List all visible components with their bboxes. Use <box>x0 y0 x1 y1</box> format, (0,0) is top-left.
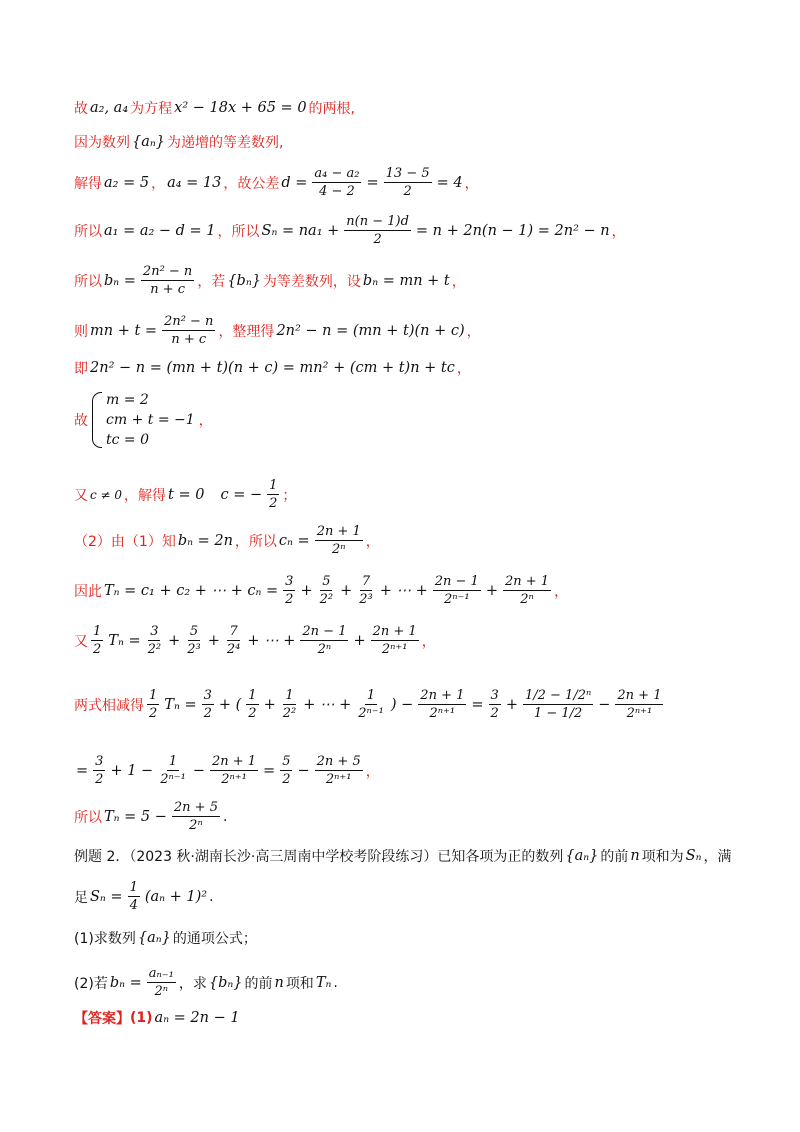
math: n <box>630 848 640 864</box>
text: 为等差数列，设 <box>262 273 361 290</box>
math: a₄ = 13 <box>167 174 222 191</box>
text: ， <box>365 763 380 780</box>
fraction: $\frac{2n - 1}{\text{2ⁿ⁻¹}}$ <box>434 574 479 607</box>
math: Tₙ <box>315 974 332 991</box>
math: = <box>366 174 379 191</box>
text: 两式相减得 <box>74 697 144 714</box>
solution-line-14: = $\frac{3}{2}$ + 1 − $\frac{1}{\text{2ⁿ⁻¹}}$ − $\frac{2n + 1}{\text{2ⁿ⁺¹}}$ = $\frac{5}{2}$ − $\frac{2n + 5}{\text{2ⁿ⁺¹}}$ ， <box>76 754 380 787</box>
math: bₙ = 2n <box>177 532 233 549</box>
text: 项和为 <box>641 849 684 865</box>
fraction: $\frac{13 - 5}{2}$ <box>385 166 430 199</box>
text: ， <box>554 583 569 600</box>
text: 为方程 <box>130 101 173 117</box>
math: = 4 <box>436 174 463 191</box>
fraction: $\frac{1}{2}$ <box>149 688 158 721</box>
math: d = <box>281 174 308 191</box>
fraction: $\frac{1}{2}$ <box>269 478 278 511</box>
fraction: $\frac{2n + 5}{\text{2ⁿ⁺¹}}$ <box>316 754 361 787</box>
text: ， <box>611 223 626 240</box>
fraction: $\frac{7}{\text{2³}}$ <box>359 574 373 607</box>
solution-line-11: 因此 Tₙ = c₁ + c₂ + ⋯ + cₙ = $\frac{3}{2}$ + $\frac{5}{\text{2²}}$ + $\frac{7}{\text{2³}}$ + ⋯ + $\frac{2n - 1}{\text{2ⁿ⁻¹}}$ + $\frac{2n + 1}{\text{2ⁿ}}$ ， <box>74 574 569 607</box>
solution-line-13: 两式相减得 $\frac{1}{2}$ Tₙ = $\frac{3}{2}$ + ( $\frac{1}{2}$ + $\frac{1}{\text{2²}}$ + ⋯ + $\frac{1}{\text{2ⁿ⁻¹}}$ ) − $\frac{2n + 1}{\text{2ⁿ⁺¹}}$ = $\frac{3}{2}$ + $\frac{\text{1/2 − 1/2ⁿ}}{1 - 1/2}$ − $\frac{2n + 1}{\text{2ⁿ⁺¹}}$ <box>74 688 662 721</box>
fraction: $\frac{\text{2n² − n}}{n + c}$ <box>164 314 214 347</box>
math: Tₙ = c₁ + c₂ + ⋯ + cₙ = <box>104 582 279 599</box>
text: ，满 <box>703 849 732 865</box>
fraction: $\frac{2n - 1}{\text{2ⁿ}}$ <box>302 624 347 657</box>
text: 所以 <box>74 273 102 290</box>
answer-number: (1) <box>130 1010 153 1026</box>
fraction: $\frac{2n + 1}{\text{2ⁿ⁺¹}}$ <box>211 754 257 787</box>
fraction: $\frac{3}{2}$ <box>203 688 212 721</box>
fraction: $\frac{2n + 1}{\text{2ⁿ}}$ <box>316 524 361 557</box>
solution-line-9 <box>74 478 760 511</box>
text: ，所以 <box>234 533 277 550</box>
math: a₂ = 5 <box>104 174 150 191</box>
text: 的两根, <box>308 101 355 117</box>
text: 故 <box>74 413 88 429</box>
solution-line-7 <box>74 358 760 378</box>
fraction: $\frac{2n + 1}{\text{2ⁿ⁺¹}}$ <box>617 688 662 721</box>
brace-icon <box>92 392 102 448</box>
solution-line-5 <box>74 264 760 297</box>
text: ， <box>151 175 166 192</box>
math: {bₙ} <box>208 974 243 991</box>
fraction: $\frac{5}{\text{2²}}$ <box>319 574 334 607</box>
text: ， <box>466 323 481 340</box>
text: ，整理得 <box>218 323 275 340</box>
math: = n + 2n(n − 1) = 2n² − n <box>415 222 610 239</box>
fraction: $\frac{1}{\text{2²}}$ <box>282 688 297 721</box>
example-heading <box>74 846 760 866</box>
solution-line-1 <box>74 98 760 118</box>
text: 所以 <box>74 809 102 826</box>
answer-label: 【答案】 <box>74 1011 130 1027</box>
fraction: $\frac{\text{1/2 − 1/2ⁿ}}{1 - 1/2}$ <box>524 688 592 721</box>
math: {bₙ} <box>227 272 261 289</box>
math: (aₙ + 1)² <box>144 888 208 905</box>
math: cₙ = <box>278 532 310 549</box>
text: 的前 <box>600 849 629 865</box>
text: 因此 <box>74 583 102 600</box>
fraction: $\frac{7}{\text{2⁴}}$ <box>226 624 241 657</box>
fraction: $\frac{1}{\text{2ⁿ⁻¹}}$ <box>160 754 186 787</box>
text: . <box>222 808 228 825</box>
math: bₙ = mn + t <box>362 272 450 289</box>
text: 例题 2．（2023 秋·湖南长沙·高三周南中学校考阶段练习）已知各项为正的数列 <box>74 849 564 865</box>
math: 2n² − n = (mn + t)(n + c) <box>276 322 465 339</box>
answer-line <box>74 1008 760 1028</box>
text: ； <box>282 487 297 504</box>
text: 因为数列 <box>74 135 130 151</box>
fraction: $\frac{3}{2}$ <box>490 688 499 721</box>
text: 足 <box>74 889 88 906</box>
solution-line-6 <box>74 314 760 347</box>
fraction: $\frac{3}{2}$ <box>95 754 104 787</box>
system-row: tc = 0 <box>106 432 150 448</box>
fraction: $\frac{1}{\text{2ⁿ⁻¹}}$ <box>358 688 384 721</box>
math: bₙ = <box>104 272 136 289</box>
solution-line-3 <box>74 166 760 199</box>
text: 项和 <box>285 975 314 992</box>
question-1 <box>74 928 760 948</box>
text: 又 <box>74 487 88 504</box>
math: t = 0 <box>168 486 205 503</box>
question-2 <box>74 966 760 999</box>
math: Tₙ = 5 − <box>104 808 167 825</box>
text: ，所以 <box>217 223 260 240</box>
math: x² − 18x + 65 = 0 <box>174 100 307 116</box>
fraction: $\frac{1}{4}$ <box>129 880 138 913</box>
solution-line-8 <box>74 392 760 448</box>
text: ， <box>451 273 466 290</box>
text: 故 <box>74 101 88 117</box>
text: ， <box>421 633 436 650</box>
solution-line-2 <box>74 132 760 152</box>
math: mn + t = <box>90 322 158 339</box>
solution-line-15 <box>74 800 760 833</box>
text: （2）由（1）知 <box>74 533 176 550</box>
math: {aₙ} <box>565 848 599 864</box>
text: ， <box>365 533 380 550</box>
math: Sₙ = <box>90 888 123 905</box>
text: (2)若 <box>74 975 108 992</box>
fraction: $\frac{5}{\text{2³}}$ <box>187 624 201 657</box>
math: {aₙ} <box>132 134 165 150</box>
fraction: $\frac{2n + 1}{\text{2ⁿ⁺¹}}$ <box>372 624 417 657</box>
math: a₂, a₄ <box>90 100 129 116</box>
fraction: $\frac{n(n - 1)d}{2}$ <box>346 214 409 247</box>
solution-line-12: 又 $\frac{1}{2}$ Tₙ = $\frac{3}{\text{2²}}$ + $\frac{5}{\text{2³}}$ + $\frac{7}{\text{2⁴}}$ + ⋯ + $\frac{2n - 1}{\text{2ⁿ}}$ + $\frac{2n + 1}{\text{2ⁿ⁺¹}}$ ， <box>74 624 436 657</box>
text: ， <box>198 413 213 429</box>
example-condition <box>74 880 760 913</box>
system-row: m = 2 <box>106 392 149 408</box>
math: {aₙ} <box>137 930 171 946</box>
system-row: cm + t = −1 <box>106 412 195 428</box>
text: ，解得 <box>124 487 167 504</box>
fraction: $\frac{5}{2}$ <box>282 754 291 787</box>
fraction: $\frac{3}{2}$ <box>285 574 294 607</box>
solution-line-10 <box>74 524 760 557</box>
text: ，求 <box>178 975 207 992</box>
text: ， <box>464 175 479 192</box>
fraction: $\frac{2n + 1}{\text{2ⁿ⁺¹}}$ <box>420 688 465 721</box>
text: 又 <box>74 633 88 650</box>
math: a₁ = a₂ − d = 1 <box>104 222 216 239</box>
fraction: $\frac{2n + 1}{\text{2ⁿ}}$ <box>504 574 550 607</box>
text: ，故公差 <box>223 175 280 192</box>
text: . <box>209 888 214 905</box>
text: ， <box>456 361 471 377</box>
text: 的通项公式； <box>172 931 257 947</box>
text: 解得 <box>74 175 102 192</box>
math: aₙ = 2n − 1 <box>154 1010 240 1026</box>
fraction: $\frac{\text{a₄ − a₂}}{4 - 2}$ <box>314 166 360 199</box>
fraction: $\frac{\text{2n² − n}}{n + c}$ <box>142 264 193 297</box>
math: bₙ = <box>109 974 142 991</box>
math: c ≠ 0 <box>90 487 123 502</box>
text: 所以 <box>74 223 102 240</box>
fraction: $\frac{\text{aₙ₋₁}}{\text{2ⁿ}}$ <box>148 966 174 999</box>
fraction: $\frac{1}{2}$ <box>248 688 257 721</box>
equation-system <box>92 392 195 448</box>
text: . <box>333 974 338 991</box>
fraction: $\frac{1}{2}$ <box>93 624 102 657</box>
text: 即 <box>74 361 88 377</box>
math: 2n² − n = (mn + t)(n + c) = mn² + (cm + t)n + tc <box>90 360 455 376</box>
text: 则 <box>74 323 88 340</box>
math: n <box>274 974 284 991</box>
fraction: $\frac{3}{\text{2²}}$ <box>147 624 162 657</box>
solution-line-4 <box>74 214 760 247</box>
text: 为递增的等差数列, <box>166 135 284 151</box>
math: c = − <box>220 486 263 503</box>
text: (1)求数列 <box>74 931 136 947</box>
fraction: $\frac{2n + 5}{\text{2ⁿ}}$ <box>173 800 218 833</box>
math: Sₙ = na₁ + <box>261 222 340 239</box>
math: Sₙ <box>685 848 702 864</box>
text: 的前 <box>244 975 273 992</box>
text: ，若 <box>197 273 226 290</box>
